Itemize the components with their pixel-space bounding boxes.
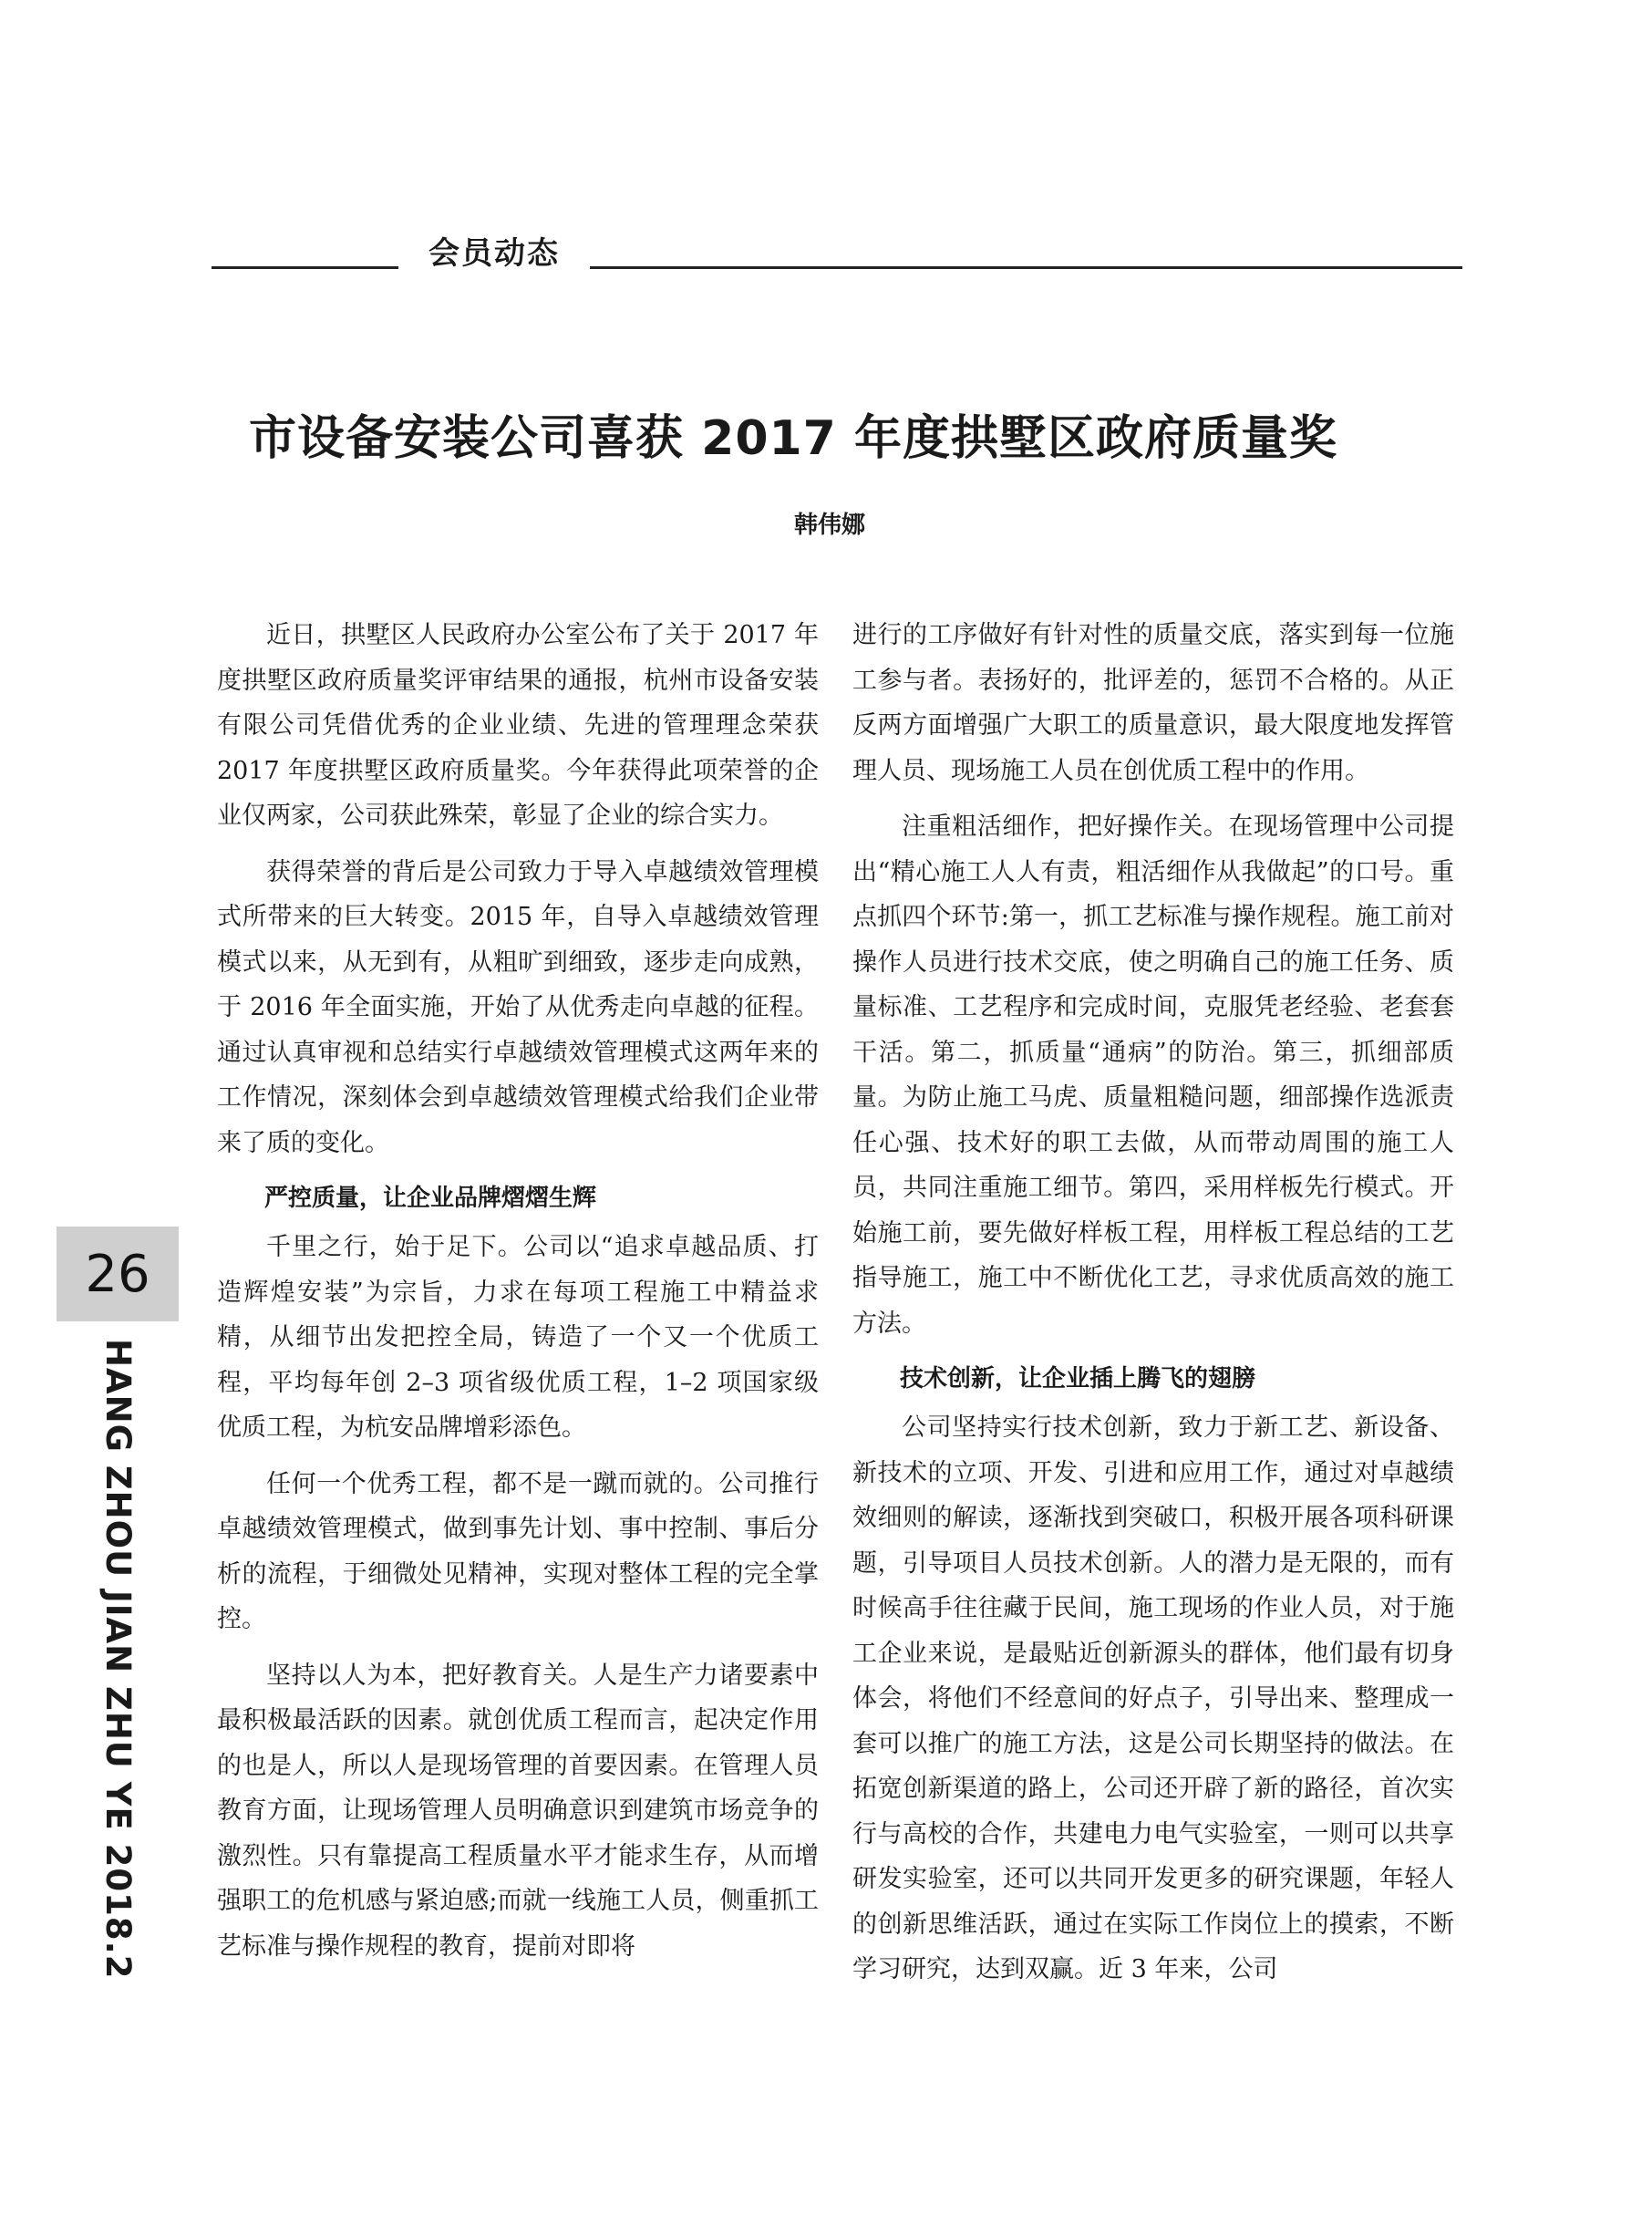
paragraph: 千里之行，始于足下。公司以“追求卓越品质、打造辉煌安装”为宗旨，力求在每项工程施工中精益求精，从细节出发把控全局，铸造了一个又一个优质工程，平均每年创 2–3 项省级优质工程，1–2 项国家级优质工程，为杭安品牌增彩添色。 <box>217 1233 819 1442</box>
paragraph: 近日，拱墅区人民政府办公室公布了关于 2017 年度拱墅区政府质量奖评审结果的通报，杭州市设备安装有限公司凭借优秀的企业业绩、先进的管理理念荣获 2017 年度拱墅区政府质量奖。今年获得此项荣誉的企业仅两家，公司获此殊荣，彰显了企业的综合实力。 <box>217 621 819 830</box>
article-author: 韩伟娜 <box>793 512 865 539</box>
page-number: 26 <box>57 1227 179 1321</box>
paragraph: 注重粗活细作，把好操作关。在现场管理中公司提出“精心施工人人有责，粗活细作从我做起”的口号。重点抓四个环节:第一，抓工艺标准与操作规程。施工前对操作人员进行技术交底，使之明确自己的施工任务、质量标准、工艺程序和完成时间，克服凭老经验、老套套干活。第二，抓质量“通病”的防治。第三，抓细部质量。为防止施工马虎、质量粗糙问题，细部操作选派责任心强、技术好的职工去做，从而带动周围的施工人员，共同注重施工细节。第四，采用样板先行模式。开始施工前，要先做好样板工程，用样板工程总结的工艺指导施工，施工中不断优化工艺，寻求优质高效的施工方法。 <box>852 813 1454 1338</box>
paragraph: 公司坚持实行技术创新，致力于新工艺、新设备、新技术的立项、开发、引进和应用工作，通过对卓越绩效细则的解读，逐渐找到突破口，积极开展各项科研课题，引导项目人员技术创新。人的潜力是无限的，而有时候高手往往藏于民间，施工现场的作业人员，对于施工企业来说，是最贴近创新源头的群体，他们最有切身体会，将他们不经意间的好点子，引导出来、整理成一套可以推广的施工方法，这是公司长期坚持的做法。在拓宽创新渠道的路上，公司还开辟了新的路径，首次实行与高校的合作，共建电力电气实验室，一则可以共享研发实验室，还可以共同开发更多的研究课题，年轻人的创新思维活跃，通过在实际工作岗位上的摸索，不断学习研究，达到双赢。近 3 年来，公司 <box>852 1413 1454 1983</box>
section-label: 会员动态 <box>428 235 560 272</box>
subheading: 技术创新，让企业插上腾飞的翅膀 <box>900 1365 1256 1393</box>
paragraph-continued: 进行的工序做好有针对性的质量交底，落实到每一位施工参与者。表扬好的，批评差的，惩罚不合格的。从正反两方面增强广大职工的质量意识，最大限度地发挥管理人员、现场施工人员在创优质工程中的作用。 <box>852 621 1454 785</box>
paragraph: 获得荣誉的背后是公司致力于导入卓越绩效管理模式所带来的巨大转变。2015 年，自导入卓越绩效管理模式以来，从无到有，从粗旷到细致，逐步走向成熟，于 2016 年全面实施，开始了从优秀走向卓越的征程。通过认真审视和总结实行卓越绩效管理模式这两年来的工作情况，深刻体会到卓越绩效管理模式给我们企业带来了质的变化。 <box>217 857 819 1157</box>
paragraph: 坚持以人为本，把好教育关。人是生产力诸要素中最积极最活跃的因素。就创优质工程而言，起决定作用的也是人，所以人是现场管理的首要因素。在管理人员教育方面，让现场管理人员明确意识到建筑市场竞争的激烈性。只有靠提高工程质量水平才能求生存，从而增强职工的危机感与紧迫感;而就一线施工人员，侧重抓工艺标准与操作规程的教育，提前对即将 <box>217 1661 819 1961</box>
journal-side-text: HANG ZHOU JIAN ZHU YE 2018.2 <box>98 1339 138 1980</box>
right-column <box>852 613 1454 2003</box>
header-rule-left <box>212 266 398 269</box>
header-rule-right <box>590 266 1462 269</box>
left-column <box>217 613 819 1980</box>
subheading: 严控质量，让企业品牌熠熠生辉 <box>264 1185 597 1212</box>
section-header <box>212 228 1462 274</box>
paragraph: 任何一个优秀工程，都不是一蹴而就的。公司推行卓越绩效管理模式，做到事先计划、事中控制、事后分析的流程，于细微处见精神，实现对整体工程的完全掌控。 <box>217 1469 819 1633</box>
article-title: 市设备安装公司喜获 2017 年度拱墅区政府质量奖 <box>249 411 1337 466</box>
